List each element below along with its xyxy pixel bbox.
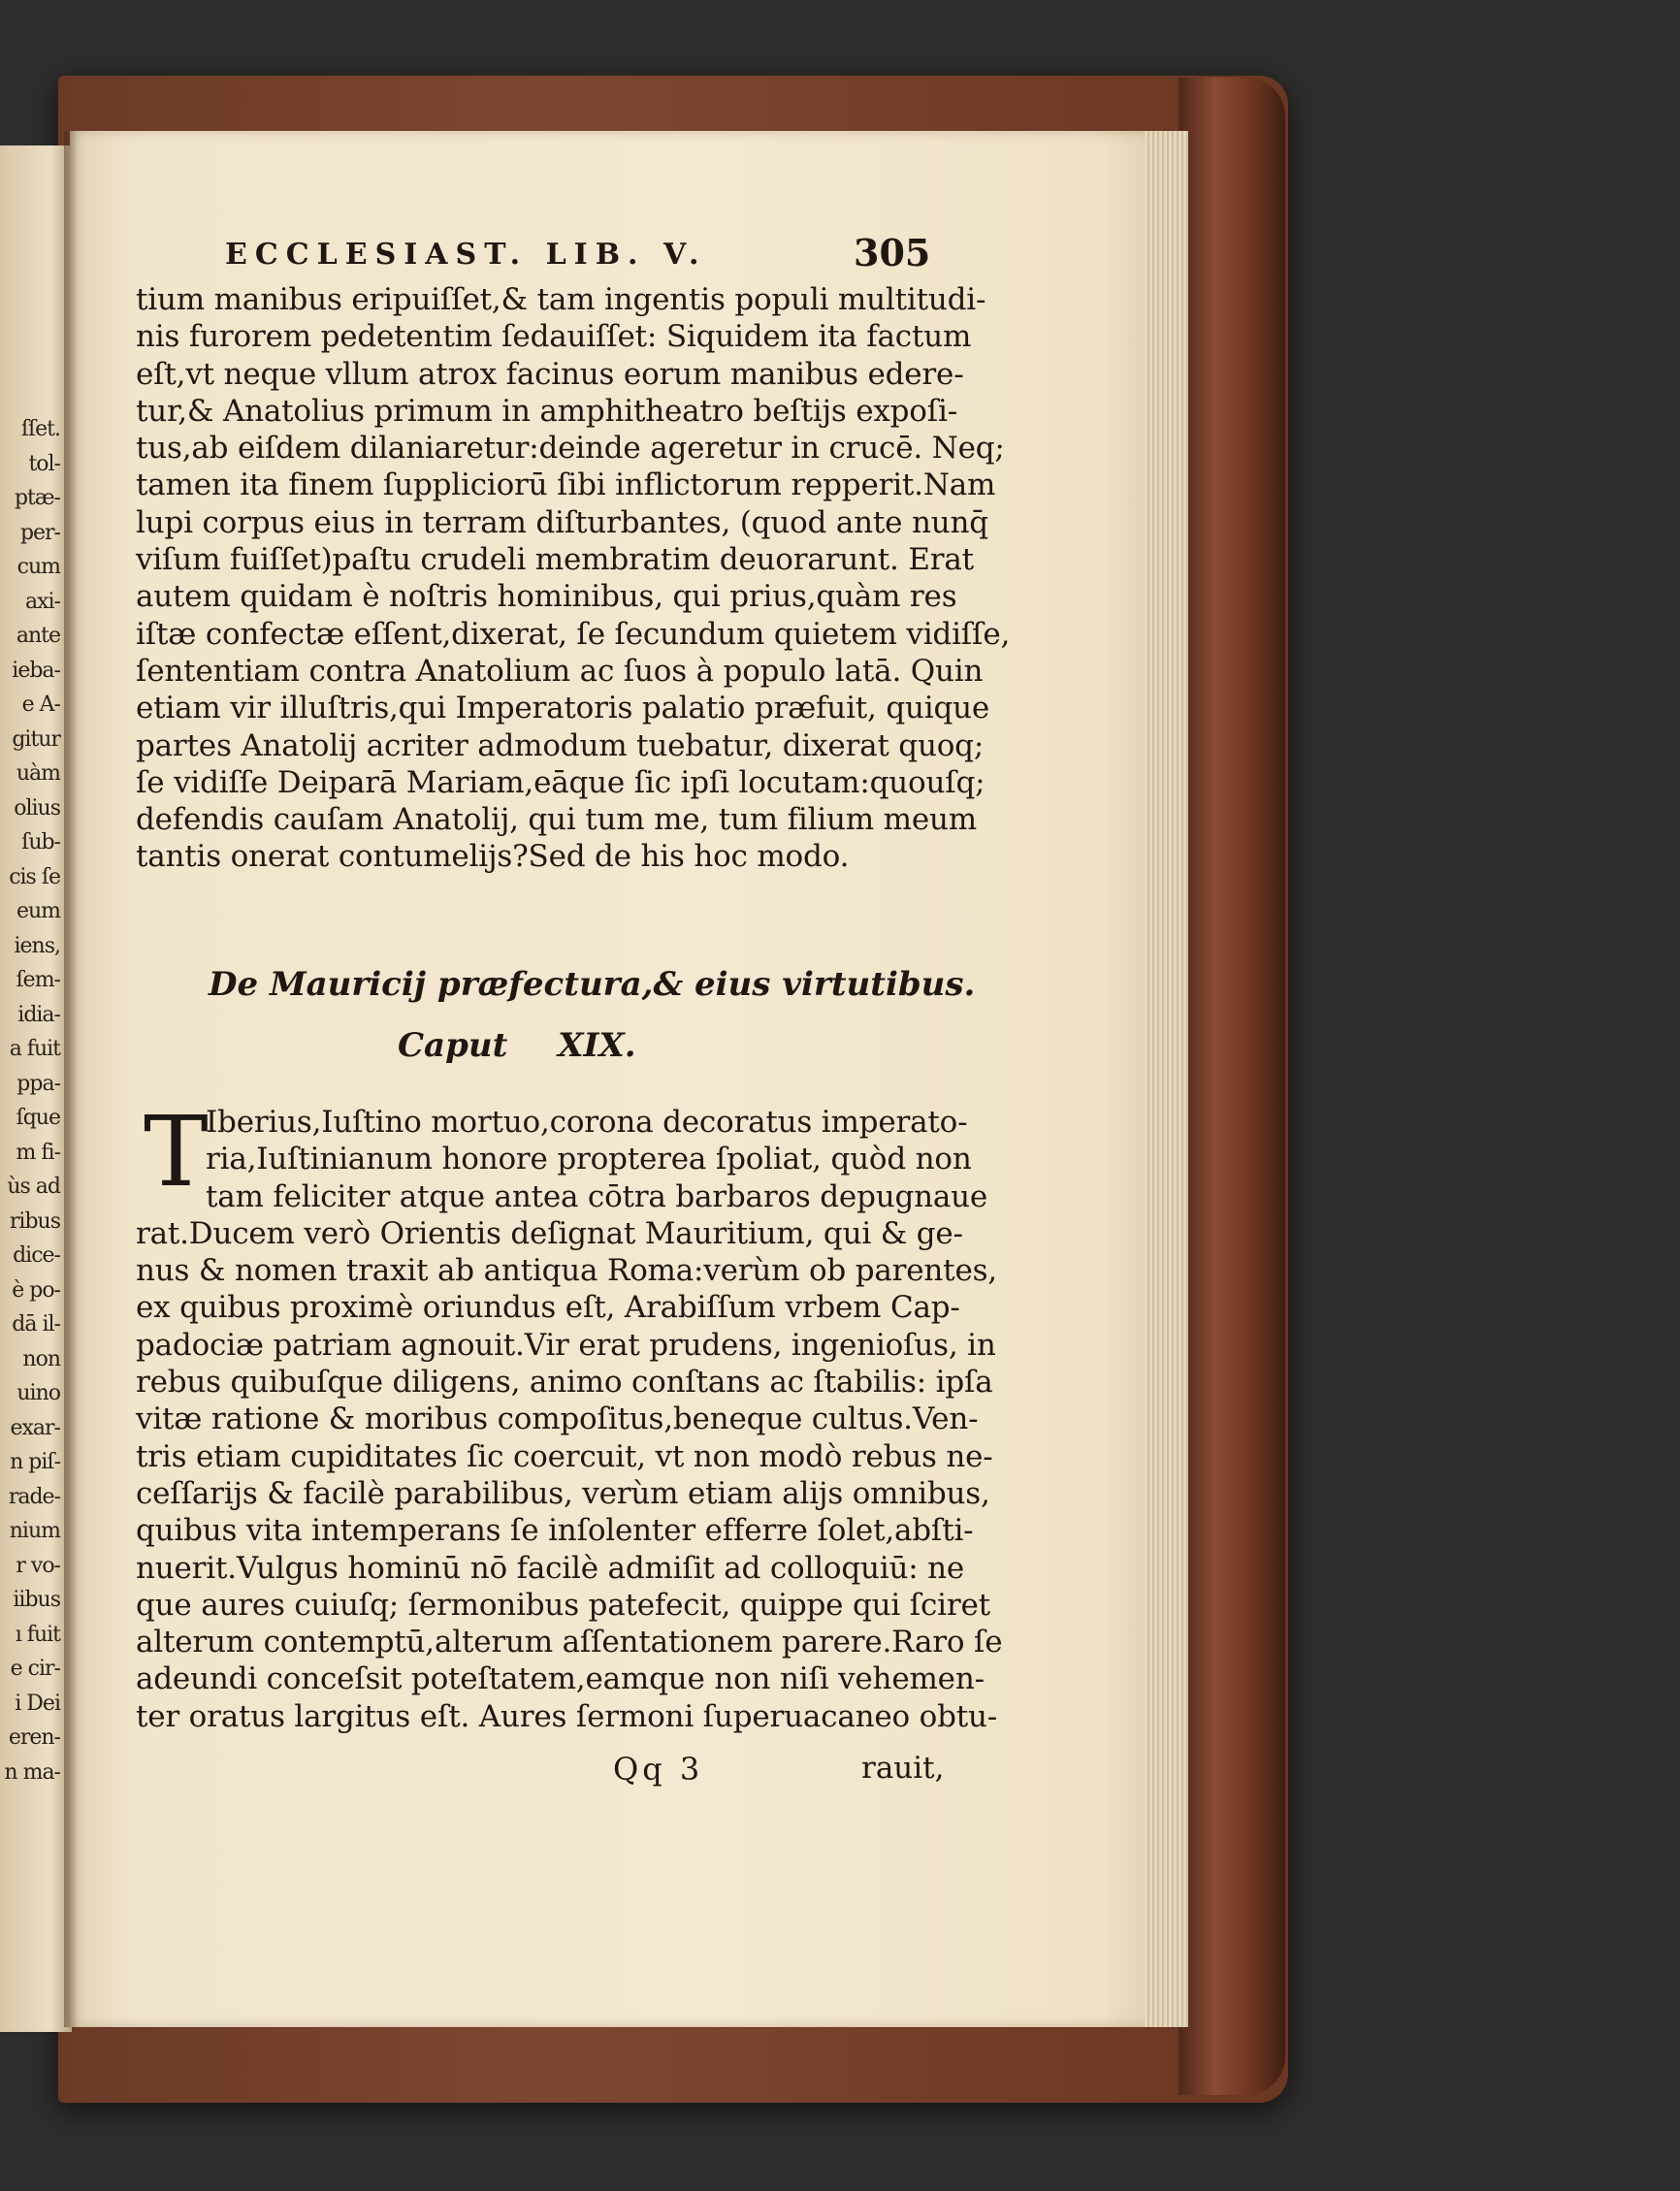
- left-page-fragment: ieba-: [12, 658, 60, 683]
- left-page-fragment: dā il-: [12, 1312, 60, 1337]
- left-page-fragment: ſem-: [16, 968, 60, 992]
- signature-mark: Qq 3: [613, 1751, 704, 1788]
- left-page-fragment: ſub-: [21, 830, 60, 854]
- text-line: tur,& Anatolius primum in amphitheatro beſtijs expoſi-: [136, 393, 958, 429]
- text-line: tam feliciter atque antea cōtra barbaros depugnaue: [206, 1178, 988, 1214]
- left-page-fragment: cum: [16, 555, 60, 579]
- text-line: ex quibus proximè oriundus eſt, Arabiſſum vrbem Cap-: [136, 1290, 960, 1326]
- text-line: lupi corpus eius in terram diſturbantes, (quod ante nunq̄: [136, 504, 988, 540]
- page-number: 305: [854, 231, 931, 274]
- drop-cap: T: [144, 1095, 209, 1208]
- left-page-fragment: ppa-: [16, 1071, 60, 1096]
- left-page-fragment: ptæ-: [14, 486, 60, 510]
- text-line: tamen ita finem ſuppliciorū ſibi inflictorum repperit.Nam: [136, 467, 996, 503]
- chapter-title: De Mauricij præfectura,& eius virtutibus.: [209, 965, 976, 1004]
- text-line: ter oratus largitus eſt. Aures ſermoni ſuperuacaneo obtu-: [136, 1698, 998, 1734]
- text-line: rebus quibuſque diligens, animo conſtans ac ſtabilis: ipſa: [136, 1365, 993, 1401]
- text-line: tantis onerat contumelijs?Sed de his hoc modo.: [136, 839, 850, 875]
- left-page-fragment: ſque: [16, 1106, 60, 1130]
- left-page-fragment: olius: [14, 795, 60, 821]
- left-page-fragment: n piſ-: [10, 1450, 60, 1474]
- left-page-fragment: uàm: [16, 761, 60, 786]
- text-line: viſum fuiſſet)paſtu crudeli membratim deuorarunt. Erat: [136, 542, 974, 578]
- text-line: nus & nomen traxit ab antiqua Roma:verùm ob parentes,: [136, 1253, 997, 1289]
- text-line: etiam vir illuſtris,qui Imperatoris palatio præfuit, quique: [136, 691, 990, 726]
- left-page-fragment: ı fuit: [15, 1622, 60, 1647]
- text-line: ſe vidiſſe Deiparā Mariam,eāque ſic ipſi locutam:quouſq;: [136, 764, 985, 800]
- left-page-fragment: non: [22, 1346, 60, 1371]
- left-page-fragment: eum: [16, 899, 60, 923]
- left-page-fragment: per-: [19, 520, 60, 545]
- text-line: ceſſarijs & facilè parabilibus, verùm etiam alijs omnibus,: [136, 1475, 990, 1511]
- left-page-fragment: rade-: [8, 1484, 60, 1509]
- left-page-fragment: m fi-: [16, 1140, 60, 1165]
- left-page-fragment: a fuit: [9, 1037, 60, 1061]
- left-page-fragment: cis ſe: [9, 864, 60, 889]
- left-page-fragment: exar-: [10, 1415, 60, 1440]
- chapter-paragraph: [136, 1095, 1003, 1735]
- text-line: tris etiam cupiditates ſic coercuit, vt non modò rebus ne-: [136, 1438, 993, 1474]
- left-page-fragment: axi-: [25, 589, 60, 614]
- left-page-fragment: i Dei: [15, 1691, 60, 1716]
- chapter-number: Caput XIX.: [398, 1026, 636, 1065]
- left-page-fragment: ante: [16, 624, 60, 648]
- text-line: tium manibus eripuiſſet,& tam ingentis populi multitudi-: [136, 282, 986, 317]
- text-line: rat.Ducem verò Orientis deſignat Mauritium, qui & ge-: [136, 1215, 963, 1251]
- text-line: defendis cauſam Anatolij, qui tum me, tum filium meum: [136, 802, 977, 838]
- left-page-fragment: ſſet.: [20, 417, 60, 441]
- text-line: eſt,vt neque vllum atrox facinus eorum manibus edere-: [136, 356, 964, 392]
- left-page-fragment: gitur: [12, 726, 60, 752]
- text-line: Iberius,Iuſtino mortuo,corona decoratus imperato-: [206, 1105, 968, 1140]
- text-line: quibus vita intemperans ſe inſolenter efferre ſolet,abſti-: [136, 1513, 974, 1549]
- left-page-fragment: n ma-: [4, 1759, 60, 1785]
- text-line: ria,Iuſtinianum honore propterea ſpoliat, quòd non: [206, 1142, 972, 1177]
- text-line: padociæ patriam agnouit.Vir erat prudens, ingenioſus, in: [136, 1327, 996, 1363]
- left-page-fragment: iens,: [14, 933, 60, 958]
- left-page-fragment: dice-: [13, 1243, 60, 1268]
- running-head: ECCLESIAST. LIB. V.: [225, 238, 707, 272]
- text-line: alterum contemptū,alterum aſſentationem parere.Raro ſe: [136, 1625, 1003, 1660]
- left-page-fragment: uino: [16, 1381, 60, 1405]
- left-page-fragment: ùs ad: [7, 1175, 60, 1199]
- paragraph-continued: [136, 281, 1011, 876]
- left-page-fragment: è po-: [12, 1277, 60, 1303]
- left-page-fragment: tol-: [28, 451, 60, 476]
- left-page-fragment: e cir-: [10, 1657, 60, 1681]
- text-line: iſtæ confectæ eſſent,dixerat, ſe ſecundum quietem vidiſſe,: [136, 616, 1011, 652]
- text-line: nuerit.Vulgus hominū nō facilè admiſit ad colloquiū: ne: [136, 1550, 965, 1586]
- text-line: que aures cuiuſq; ſermonibus patefecit, quippe qui ſciret: [136, 1587, 990, 1623]
- text-line: adeundi conceſsit poteſtatem,eamque non niſi vehemen-: [136, 1661, 985, 1697]
- left-page-fragment: ribus: [9, 1208, 60, 1234]
- left-page-fragment: idia-: [17, 1002, 60, 1027]
- left-page-fragment: iibus: [13, 1588, 60, 1612]
- text-line: autem quidam è noſtris hominibus, qui prius,quàm res: [136, 579, 957, 615]
- left-page-fragment: nium: [9, 1519, 60, 1543]
- left-page-fragment: eren-: [8, 1725, 60, 1750]
- text-line: ſententiam contra Anatolium ac ſuos à populo latā. Quin: [136, 653, 984, 689]
- catchword: rauit,: [861, 1751, 945, 1786]
- text-line: nis furorem pedetentim ſedauiſſet: Siquidem ita factum: [136, 319, 972, 355]
- text-line: vitæ ratione & moribus compoſitus,beneque cultus.Ven-: [136, 1402, 979, 1437]
- text-line: partes Anatolij acriter admodum tuebatur, dixerat quoq;: [136, 727, 985, 763]
- text-line: tus,ab eiſdem dilaniaretur:deinde ageretur in crucē. Neq;: [136, 431, 1005, 467]
- left-page-fragment: e A-: [21, 693, 60, 717]
- left-page-fragment: r vo-: [16, 1553, 60, 1578]
